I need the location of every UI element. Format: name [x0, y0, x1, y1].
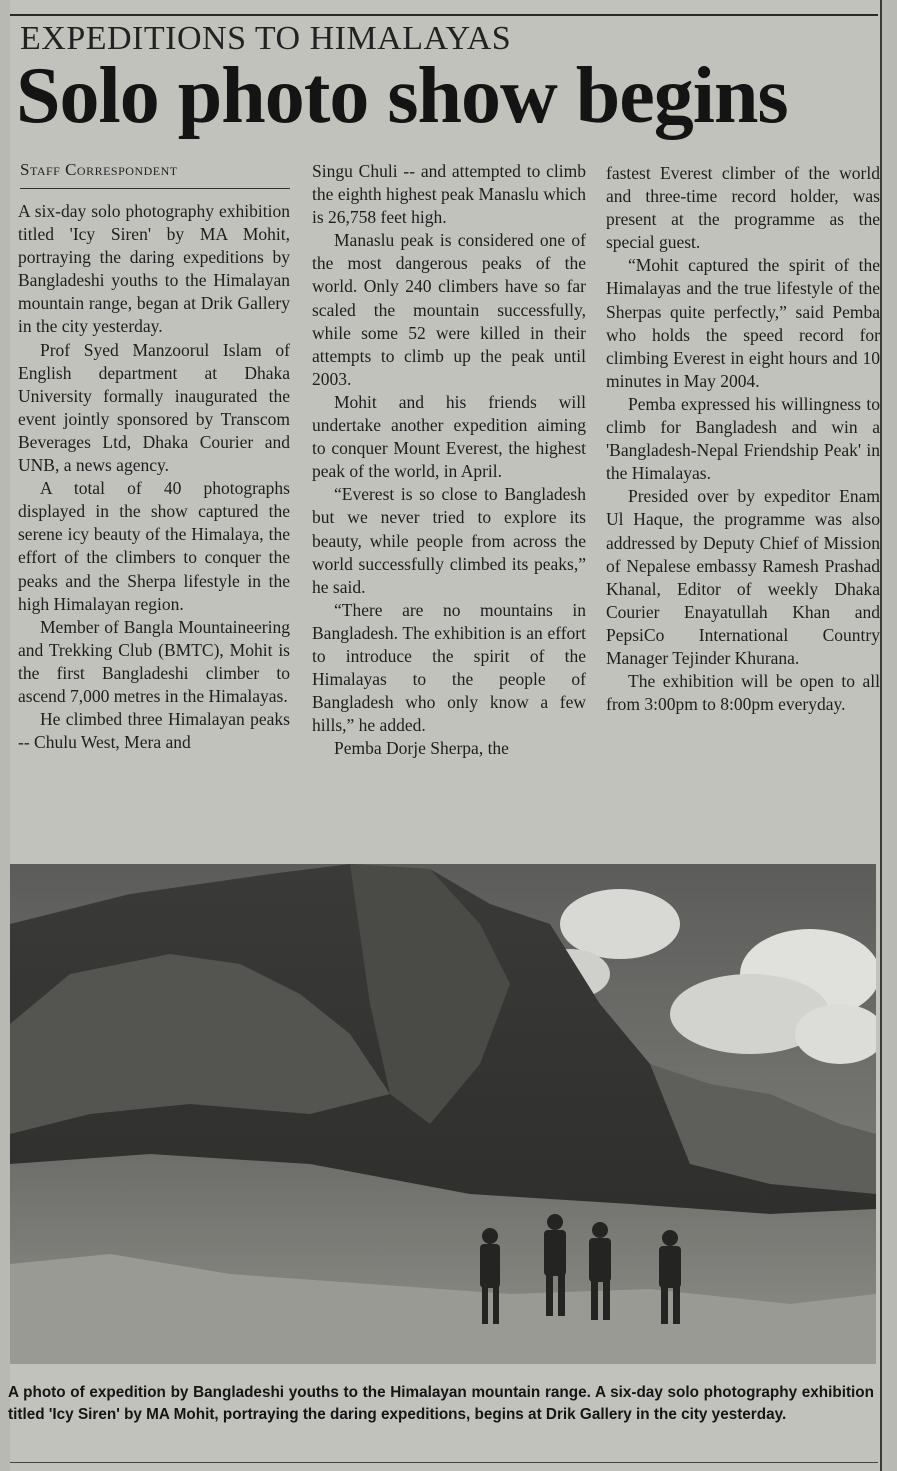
article-column-1 — [18, 200, 290, 754]
kicker: EXPEDITIONS TO HIMALAYAS — [20, 20, 512, 57]
paragraph: Member of Bangla Mountaineering and Trekking Club (BMTC), Mohit is the first Bangladeshi climber to ascend 7,000 metres in the Himalayas. — [18, 616, 290, 706]
photo-caption: A photo of expedition by Bangladeshi youths to the Himalayan mountain range. A six-day solo photography exhibition titled 'Icy Siren' by MA Mohit, portraying the daring expeditions, begins at Drik Gallery in the city yesterday. — [8, 1384, 874, 1423]
article-column-2 — [312, 160, 586, 760]
bottom-rule — [10, 1462, 878, 1463]
paragraph: Pemba Dorje Sherpa, the — [334, 738, 509, 759]
paragraph: The exhibition will be open to all from 3:00pm to 8:00pm everyday. — [606, 671, 880, 715]
byline: Staff Correspondent — [20, 160, 290, 189]
article-column-3 — [606, 162, 880, 716]
paragraph: A six-day solo photography exhibition titled 'Icy Siren' by MA Mohit, portraying the daring expeditions by Bangladeshi youths to the Himalayan mountain range, began at Drik Gallery in the city yesterday. — [18, 201, 290, 337]
paragraph: He climbed three Himalayan peaks -- Chulu West, Mera and — [18, 709, 290, 753]
paragraph: A total of 40 photographs displayed in the show captured the serene icy beauty of the Himalaya, the effort of the climbers to conquer the peaks and the Sherpa lifestyle in the high Himalayan region. — [18, 478, 290, 614]
paragraph: Mohit and his friends will undertake another expedition aiming to conquer Mount Everest, the highest peak of the world, in April. — [312, 391, 586, 482]
mountain-photo-illustration — [10, 864, 876, 1364]
paragraph: Prof Syed Manzoorul Islam of English department at Dhaka University formally inaugurated the event jointly sponsored by Transcom Beverages Ltd, Dhaka Courier and UNB, a news agency. — [18, 339, 290, 476]
paragraph: “Mohit captured the spirit of the Himalayas and the true lifestyle of the Sherpas quite perfectly,” said Pemba who holds the speed record for climbing Everest in eight hours and 10 minutes in May 2004. — [606, 255, 880, 391]
paragraph: Singu Chuli -- and attempted to climb the eighth highest peak Manaslu which is 26,758 feet high. — [312, 161, 586, 228]
paragraph: fastest Everest climber of the world and three-time record holder, was present at the programme as the special guest. — [606, 163, 880, 253]
paragraph: Pemba expressed his willingness to climb for Bangladesh and win a 'Bangladesh-Nepal Friendship Peak' in the Himalayas. — [606, 393, 880, 484]
paragraph: “There are no mountains in Bangladesh. The exhibition is an effort to introduce the spirit of the Himalayas to the people of Bangladesh who only know a few hills,” he added. — [312, 599, 586, 736]
right-column-rule — [880, 0, 882, 1471]
headline: Solo photo show begins — [16, 52, 788, 140]
top-rule — [10, 14, 878, 16]
paragraph: Presided over by expeditor Enam Ul Haque, the programme was also addressed by Deputy Chief of Mission of Nepalese embassy Ramesh Prashad Khanal, Editor of weekly Dhaka Courier Enayatullah Khan and PepsiCo International Country Manager Tejinder Khurana. — [606, 486, 880, 668]
expedition-photo — [10, 864, 876, 1364]
paragraph: Manaslu peak is considered one of the most dangerous peaks of the world. Only 240 climbers have so far scaled the mountain successfully, while some 52 were killed in their attempts to climb up the peak until 2003. — [312, 230, 586, 389]
paragraph: “Everest is so close to Bangladesh but we never tried to explore its beauty, while people from across the world successfully climbed its peaks,” he said. — [312, 484, 586, 597]
